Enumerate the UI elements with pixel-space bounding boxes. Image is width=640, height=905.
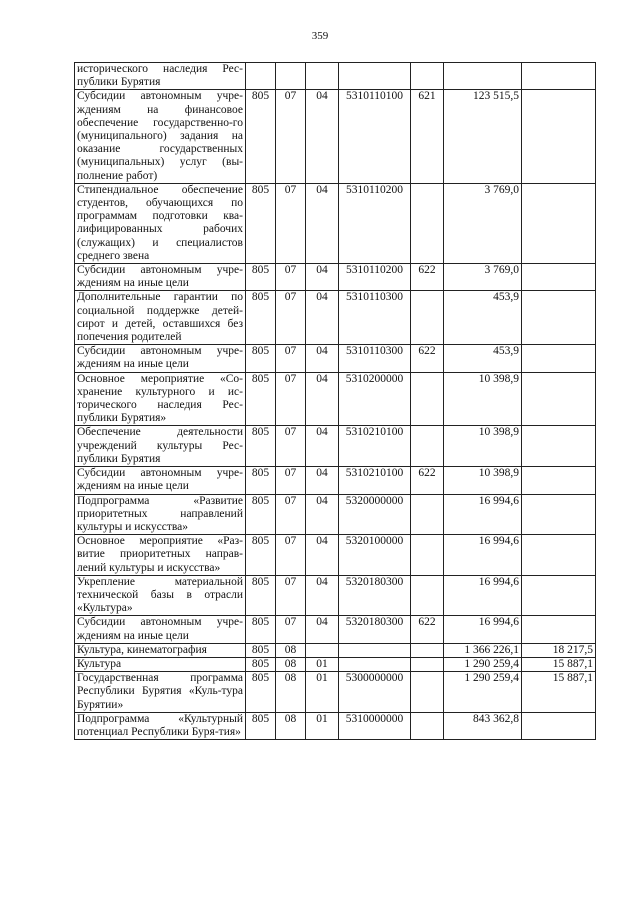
expense-type-cell [411, 494, 444, 535]
row-name-cell: Стипендиальное обеспечение студентов, обучающихся по программам подготовки ква-лифицированных рабочих (служащих) и специалистов среднего звена [75, 183, 246, 263]
section-code-cell [276, 63, 306, 90]
amount-extra-cell [522, 264, 596, 291]
row-name-cell: Субсидии автономным учре-ждениям на финансовое обеспечение государственно-го (муниципального) задания на оказание государственных (муниципальных) услуг (вы-полнение работ) [75, 90, 246, 183]
amount-extra-cell [522, 372, 596, 426]
expense-type-cell [411, 183, 444, 263]
section-code-cell: 07 [276, 426, 306, 467]
amount-extra-cell [522, 291, 596, 345]
table-row [75, 535, 596, 576]
subsection-code-cell: 04 [306, 575, 339, 616]
section-code-cell: 07 [276, 345, 306, 372]
gr-code-cell: 805 [246, 426, 276, 467]
table-row [75, 467, 596, 494]
amount-cell: 123 515,5 [444, 90, 522, 183]
row-name-cell: Основное мероприятие «Со-хранение культурного и ис-торического наследия Рес-публики Бурятия» [75, 372, 246, 426]
amount-cell: 1 366 226,1 [444, 643, 522, 657]
gr-code-cell: 805 [246, 90, 276, 183]
expense-type-cell [411, 712, 444, 739]
subsection-code-cell: 01 [306, 672, 339, 713]
expense-type-cell [411, 372, 444, 426]
row-name-cell: Культура, кинематография [75, 643, 246, 657]
target-article-cell: 5310110200 [339, 264, 411, 291]
amount-extra-cell [522, 63, 596, 90]
subsection-code-cell [306, 63, 339, 90]
subsection-code-cell: 04 [306, 494, 339, 535]
page-number: 359 [311, 30, 329, 42]
budget-table [74, 62, 596, 740]
section-code-cell: 07 [276, 264, 306, 291]
expense-type-cell: 622 [411, 467, 444, 494]
subsection-code-cell: 04 [306, 467, 339, 494]
subsection-code-cell: 04 [306, 183, 339, 263]
row-name-cell: Дополнительные гарантии по социальной поддержке детей-сирот и детей, оставшихся без попечения родителей [75, 291, 246, 345]
section-code-cell: 07 [276, 616, 306, 643]
section-code-cell: 07 [276, 467, 306, 494]
row-name-cell: Субсидии автономным учре-ждениям на иные цели [75, 616, 246, 643]
target-article-cell [339, 643, 411, 657]
section-code-cell: 07 [276, 372, 306, 426]
gr-code-cell: 805 [246, 494, 276, 535]
subsection-code-cell: 04 [306, 616, 339, 643]
section-code-cell: 07 [276, 291, 306, 345]
target-article-cell: 5310110100 [339, 90, 411, 183]
gr-code-cell: 805 [246, 183, 276, 263]
row-name-cell: Обеспечение деятельности учреждений культуры Рес-публики Бурятия [75, 426, 246, 467]
subsection-code-cell: 04 [306, 372, 339, 426]
gr-code-cell: 805 [246, 712, 276, 739]
expense-type-cell: 622 [411, 616, 444, 643]
table-row [75, 712, 596, 739]
section-code-cell: 08 [276, 672, 306, 713]
subsection-code-cell: 01 [306, 657, 339, 671]
subsection-code-cell [306, 643, 339, 657]
amount-extra-cell [522, 90, 596, 183]
table-row [75, 345, 596, 372]
amount-cell: 843 362,8 [444, 712, 522, 739]
expense-type-cell [411, 426, 444, 467]
section-code-cell: 08 [276, 643, 306, 657]
subsection-code-cell: 01 [306, 712, 339, 739]
amount-cell: 453,9 [444, 345, 522, 372]
gr-code-cell: 805 [246, 657, 276, 671]
amount-extra-cell [522, 467, 596, 494]
row-name-cell: Государственная программа Республики Бурятия «Куль-тура Бурятии» [75, 672, 246, 713]
amount-cell [444, 63, 522, 90]
expense-type-cell [411, 643, 444, 657]
table-row [75, 494, 596, 535]
expense-type-cell [411, 575, 444, 616]
amount-extra-cell: 15 887,1 [522, 672, 596, 713]
amount-cell: 16 994,6 [444, 616, 522, 643]
gr-code-cell: 805 [246, 672, 276, 713]
target-article-cell: 5320000000 [339, 494, 411, 535]
row-name-cell: Субсидии автономным учре-ждениям на иные цели [75, 264, 246, 291]
amount-extra-cell: 18 217,5 [522, 643, 596, 657]
subsection-code-cell: 04 [306, 535, 339, 576]
amount-cell: 453,9 [444, 291, 522, 345]
expense-type-cell [411, 672, 444, 713]
amount-extra-cell [522, 616, 596, 643]
section-code-cell: 07 [276, 90, 306, 183]
amount-cell: 16 994,6 [444, 535, 522, 576]
expense-type-cell [411, 291, 444, 345]
target-article-cell [339, 657, 411, 671]
target-article-cell: 5320180300 [339, 575, 411, 616]
row-name-cell: Подпрограмма «Развитие приоритетных направлений культуры и искусства» [75, 494, 246, 535]
target-article-cell: 5310210100 [339, 467, 411, 494]
gr-code-cell: 805 [246, 643, 276, 657]
subsection-code-cell: 04 [306, 291, 339, 345]
target-article-cell: 5310110300 [339, 291, 411, 345]
subsection-code-cell: 04 [306, 90, 339, 183]
section-code-cell: 07 [276, 183, 306, 263]
amount-extra-cell [522, 183, 596, 263]
expense-type-cell [411, 657, 444, 671]
table-row [75, 672, 596, 713]
row-name-cell: Подпрограмма «Культурный потенциал Республики Буря-тия» [75, 712, 246, 739]
amount-cell: 3 769,0 [444, 183, 522, 263]
expense-type-cell: 622 [411, 345, 444, 372]
section-code-cell: 07 [276, 494, 306, 535]
row-name-cell: Субсидии автономным учре-ждениям на иные цели [75, 467, 246, 494]
amount-extra-cell [522, 426, 596, 467]
target-article-cell: 5310110200 [339, 183, 411, 263]
amount-extra-cell [522, 345, 596, 372]
target-article-cell: 5310110300 [339, 345, 411, 372]
amount-cell: 10 398,9 [444, 426, 522, 467]
gr-code-cell: 805 [246, 291, 276, 345]
gr-code-cell [246, 63, 276, 90]
table-body [75, 63, 596, 740]
row-name-cell: Субсидии автономным учре-ждениям на иные цели [75, 345, 246, 372]
table-row [75, 616, 596, 643]
gr-code-cell: 805 [246, 345, 276, 372]
target-article-cell: 5310210100 [339, 426, 411, 467]
expense-type-cell: 621 [411, 90, 444, 183]
table-row [75, 264, 596, 291]
section-code-cell: 07 [276, 575, 306, 616]
gr-code-cell: 805 [246, 467, 276, 494]
table-row [75, 183, 596, 263]
table-row [75, 575, 596, 616]
target-article-cell [339, 63, 411, 90]
expense-type-cell [411, 535, 444, 576]
section-code-cell: 07 [276, 535, 306, 576]
subsection-code-cell: 04 [306, 426, 339, 467]
expense-type-cell: 622 [411, 264, 444, 291]
gr-code-cell: 805 [246, 264, 276, 291]
amount-extra-cell [522, 494, 596, 535]
table-row [75, 291, 596, 345]
row-name-cell: Укрепление материальной технической базы в отрасли «Культура» [75, 575, 246, 616]
row-name-cell: Культура [75, 657, 246, 671]
subsection-code-cell: 04 [306, 264, 339, 291]
table-row [75, 643, 596, 657]
amount-extra-cell [522, 535, 596, 576]
target-article-cell: 5310200000 [339, 372, 411, 426]
table-row [75, 657, 596, 671]
gr-code-cell: 805 [246, 575, 276, 616]
section-code-cell: 08 [276, 657, 306, 671]
target-article-cell: 5320100000 [339, 535, 411, 576]
table-row [75, 426, 596, 467]
amount-extra-cell [522, 575, 596, 616]
table-row [75, 372, 596, 426]
amount-cell: 10 398,9 [444, 467, 522, 494]
expense-type-cell [411, 63, 444, 90]
amount-cell: 10 398,9 [444, 372, 522, 426]
amount-extra-cell: 15 887,1 [522, 657, 596, 671]
gr-code-cell: 805 [246, 535, 276, 576]
row-name-cell: Основное мероприятие «Раз-витие приоритетных направ-лений культуры и искусства» [75, 535, 246, 576]
section-code-cell: 08 [276, 712, 306, 739]
amount-extra-cell [522, 712, 596, 739]
target-article-cell: 5300000000 [339, 672, 411, 713]
amount-cell: 16 994,6 [444, 575, 522, 616]
gr-code-cell: 805 [246, 616, 276, 643]
subsection-code-cell: 04 [306, 345, 339, 372]
amount-cell: 1 290 259,4 [444, 657, 522, 671]
amount-cell: 3 769,0 [444, 264, 522, 291]
table-row [75, 63, 596, 90]
amount-cell: 1 290 259,4 [444, 672, 522, 713]
gr-code-cell: 805 [246, 372, 276, 426]
row-name-cell: исторического наследия Рес-публики Бурятия [75, 63, 246, 90]
table-row [75, 90, 596, 183]
target-article-cell: 5310000000 [339, 712, 411, 739]
target-article-cell: 5320180300 [339, 616, 411, 643]
amount-cell: 16 994,6 [444, 494, 522, 535]
